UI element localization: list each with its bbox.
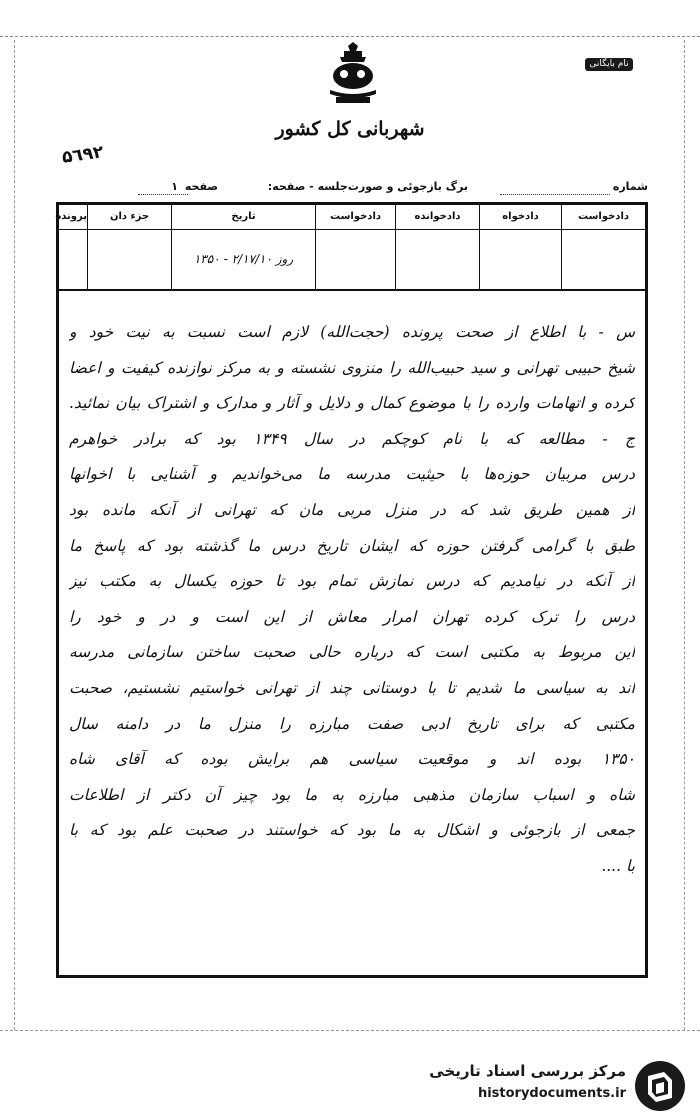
column-cell xyxy=(480,230,561,288)
handwritten-page-number: ۵٦٩٢ xyxy=(60,142,105,168)
handwritten-line: با .... xyxy=(601,856,635,875)
column-header: دادخواست xyxy=(562,205,645,230)
column-petition-2 xyxy=(315,205,395,289)
page-value: ۱ xyxy=(171,180,178,193)
scan-edge-top xyxy=(0,36,700,38)
column-cell xyxy=(59,230,87,288)
number-fill-line xyxy=(500,194,610,195)
column-defendant xyxy=(395,205,479,289)
column-date xyxy=(171,205,315,289)
archive-watermark xyxy=(408,1058,688,1114)
page-label: صفحه xyxy=(184,180,218,193)
scan-edge-bottom xyxy=(0,1030,700,1032)
column-file-part xyxy=(87,205,171,289)
handwritten-line: درس مربیان حوزه‌ها با حیثیت مدرسه ما می‌خواندیم و آشنایی با اخوانها xyxy=(69,465,635,484)
column-header: تاریخ xyxy=(172,205,315,230)
watermark-title: مرکز بررسی اسناد تاریخی xyxy=(429,1062,626,1080)
handwritten-line: طبق با گرامی گرفتن حوزه که ایشان تاریخ درس ما گذشته بود که پاسخ ما xyxy=(69,536,635,555)
column-cell xyxy=(88,230,171,288)
handwritten-line: درس را ترک کرده تهران امرار معاش از این است و در و خود را xyxy=(69,607,635,626)
column-cell xyxy=(396,230,479,288)
column-cell xyxy=(316,230,395,288)
archive-stamp: نام بایگانی xyxy=(585,58,633,71)
column-plaintiff xyxy=(479,205,561,289)
handwritten-line: از همین طریق شد که در منزل مربی مان که تهرانی از آنکه مانده بود xyxy=(69,500,635,519)
column-header: پرونده xyxy=(59,205,87,230)
scan-edge-left xyxy=(14,40,16,1030)
form-meta-row xyxy=(58,180,648,198)
number-label: شماره xyxy=(612,180,648,193)
column-header: جزء دان xyxy=(88,205,171,230)
lion-and-sun-emblem-icon xyxy=(326,42,380,106)
handwritten-line: از آنکه در نیامدیم که درس نمازش تمام بود تا حوزه یکسال به مکتب نیز xyxy=(69,572,635,591)
archive-logo-icon xyxy=(634,1060,686,1112)
handwritten-line: اند به سیاسی ما شدیم تا با دوستانی چند از تهرانی خواستیم نشستیم، صحبت xyxy=(69,678,635,697)
handwritten-line: جمعی از بازجوئی و اشکال به ما بود که خواستند در صحبت علم بود که با xyxy=(69,821,635,840)
handwritten-line: شاه و اسباب سازمان مذهبی مبارزه به ما بود چیز آن دکتر از اطلاعات xyxy=(69,785,635,804)
column-header: دادخوانده xyxy=(396,205,479,230)
column-cell xyxy=(562,230,645,288)
form-frame xyxy=(56,202,648,978)
page-fill-line xyxy=(138,194,188,195)
handwritten-line: کرده و اتهامات وارده را با موضوع کمال و دلایل و آثار و مدارک و اشتراک بیان نمائید. xyxy=(69,394,635,413)
handwritten-line: س - با اطلاع از صحت پرونده (حجت‌الله) لازم است نسبت به نیت خود و xyxy=(69,323,635,341)
watermark-url: historydocuments.ir xyxy=(477,1086,626,1101)
form-label: برگ بازجوئی و صورت‌جلسه - صفحه: xyxy=(267,180,468,193)
column-petition-1 xyxy=(561,205,645,289)
handwritten-line: مکتبی که برای تاریخ ادبی صفت مبارزه را منزل ما در دامنه سال xyxy=(69,714,635,733)
organization-title: شهربانی کل کشور xyxy=(275,118,425,140)
date-cell: روز ۲/۱۷/۱۰ - ۱۳۵۰ xyxy=(193,252,294,266)
handwritten-line: شیخ حبیبی تهرانی و سید حبیب‌الله را منزوی نشسته و به مرکز نوازنده کیفیت و اعضا xyxy=(69,358,635,377)
header-table xyxy=(55,205,645,291)
handwritten-line: این مربوط به مکتبی است که درباره حالی صحبت ساختن سازمانی مدرسه xyxy=(69,643,635,662)
column-header: دادخواه xyxy=(480,205,561,230)
handwritten-line: ۱۳۵۰ بوده اند و موقعیت سیاسی هم برایش بوده که آقای شاه xyxy=(69,750,635,769)
handwritten-line: ج - مطالعه که با نام کوچکم در سال ۱۳۴۹ بود که برادر خواهرم xyxy=(69,429,635,448)
scan-edge-right xyxy=(684,40,686,1030)
column-header: دادخواست xyxy=(316,205,395,230)
handwritten-interrogation-text xyxy=(69,315,635,885)
column-case-file xyxy=(55,205,87,289)
